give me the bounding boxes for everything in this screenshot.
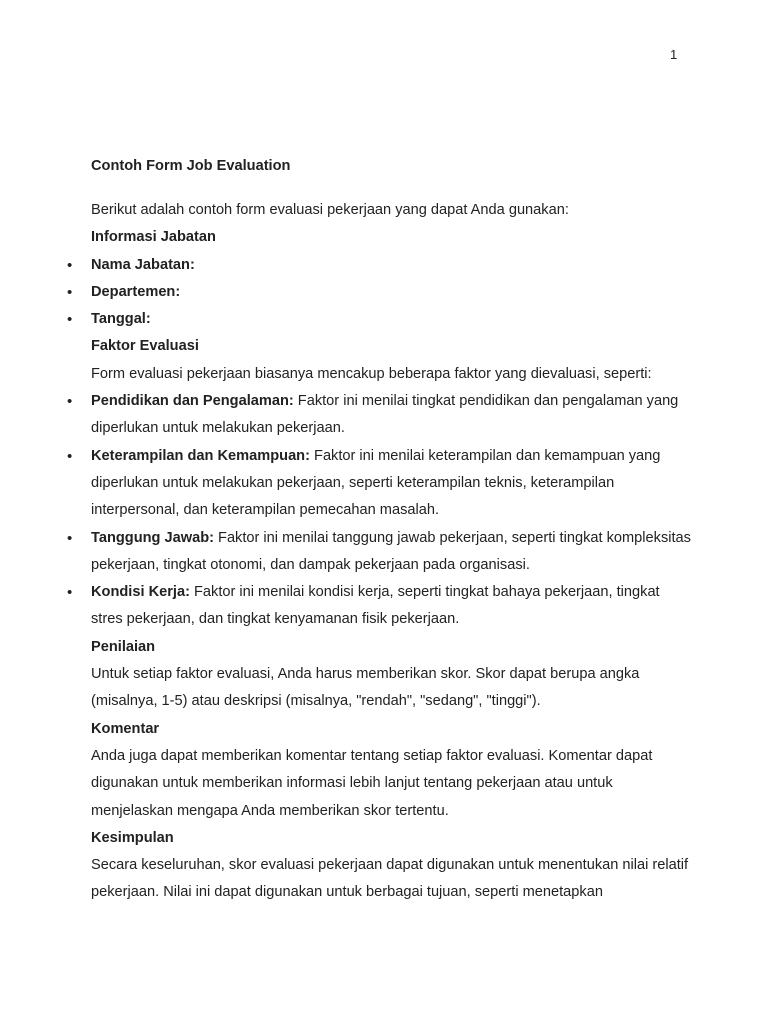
date-label: Tanggal:: [91, 311, 151, 328]
list-item: [91, 388, 691, 443]
factors-intro: Form evaluasi pekerjaan biasanya mencakup beberapa faktor yang dievaluasi, seperti:: [91, 365, 652, 382]
factor-term: Pendidikan dan Pengalaman:: [91, 393, 294, 410]
document-title: Contoh Form Job Evaluation: [91, 158, 291, 174]
factor-description: Faktor ini menilai keterampilan dan kemampuan yang diperlukan untuk melakukan pekerjaan, seperti keterampilan teknis, keterampilan interpersonal, dan keterampilan pemecahan masalah.: [91, 447, 661, 519]
factor-description: Faktor ini menilai tanggung jawab pekerjaan, seperti tingkat kompleksitas pekerjaan, tingkat otonomi, dan dampak pekerjaan pada organisasi.: [91, 529, 691, 573]
heading-scoring: Penilaian: [91, 638, 156, 655]
list-item: [91, 579, 691, 634]
factor-term: Kondisi Kerja:: [91, 584, 190, 601]
factor-description: Faktor ini menilai kondisi kerja, seperti tingkat bahaya pekerjaan, tingkat stres pekerjaan, dan tingkat kenyamanan fisik pekerjaan.: [91, 584, 660, 628]
factor-description: Faktor ini menilai tingkat pendidikan dan pengalaman yang diperlukan untuk melakukan pekerjaan.: [91, 393, 679, 437]
department-label: Departemen:: [91, 283, 181, 300]
list-item: [91, 279, 691, 306]
comments-paragraph: Anda juga dapat memberikan komentar tentang setiap faktor evaluasi. Komentar dapat digunakan untuk memberikan informasi lebih lanjut tentang pekerjaan atau untuk menjelaskan mengapa Anda memberikan skor tertentu.: [91, 747, 653, 819]
list-item: [91, 306, 691, 333]
page-number: 1: [670, 47, 678, 62]
heading-job-info: Informasi Jabatan: [91, 229, 216, 246]
heading-comments: Komentar: [91, 720, 160, 737]
heading-evaluation-factors: Faktor Evaluasi: [91, 338, 199, 355]
job-title-label: Nama Jabatan:: [91, 256, 195, 273]
list-item: [91, 443, 691, 525]
scoring-paragraph: Untuk setiap faktor evaluasi, Anda harus memberikan skor. Skor dapat berupa angka (misalnya, 1-5) atau deskripsi (misalnya, "rendah", "sedang", "tinggi").: [91, 666, 640, 710]
factors-list: [91, 388, 691, 634]
intro-paragraph: Berikut adalah contoh form evaluasi pekerjaan yang dapat Anda gunakan:: [91, 202, 569, 218]
document-body: [91, 153, 691, 907]
list-item: [91, 525, 691, 580]
conclusion-paragraph: Secara keseluruhan, skor evaluasi pekerjaan dapat digunakan untuk menentukan nilai relatif pekerjaan. Nilai ini dapat digunakan untuk berbagai tujuan, seperti menetapkan: [91, 857, 689, 901]
job-info-list: [91, 252, 691, 334]
list-item: [91, 252, 691, 279]
heading-conclusion: Kesimpulan: [91, 829, 174, 846]
factor-term: Tanggung Jawab:: [91, 529, 214, 546]
factor-term: Keterampilan dan Kemampuan:: [91, 447, 310, 464]
